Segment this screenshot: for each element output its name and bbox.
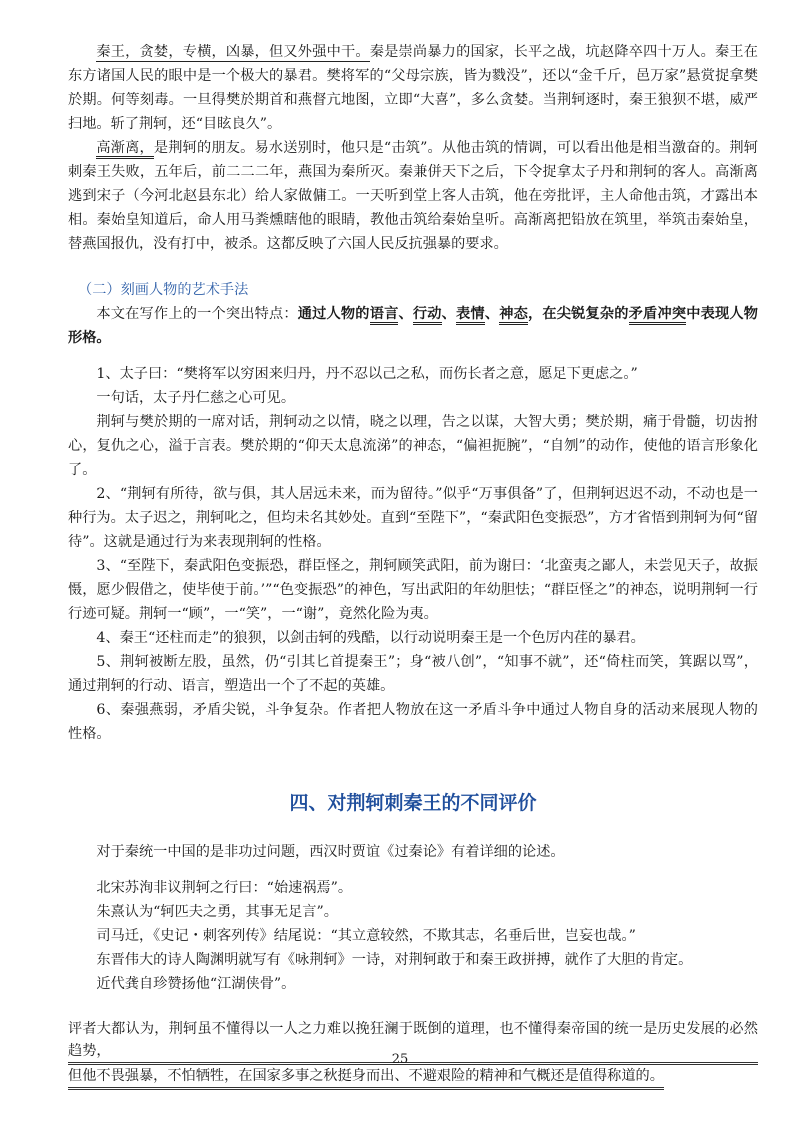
list-item: 4、秦王“还柱而走”的狼狈，以剑击轲的残酷，以行动说明秦王是一个色厉内荏的暴君。 (96, 630, 645, 646)
opinion-line: 近代龚自珍赞扬他“江湖侠骨”。 (96, 976, 296, 992)
conclusion-line-1: 评者大都认为，荆轲虽不懂得以一人之力难以挽狂澜于既倒的道理，也不懂得秦帝国的统一是历史发展的必然趋势， (68, 1018, 758, 1065)
page-content (68, 40, 758, 1090)
list-item: 3、“至陛下，秦武阳色变振恐，群臣怪之，荆轲顾笑武阳，前为谢曰：‘北蛮夷之鄙人，未尝见天子，故振慑，愿少假借之，使毕使于前。’”“色变振恐”的神色，写出武阳的年幼胆怯；“群臣怪之”的神态，说明荆轲一行行迹可疑。荆轲一“顾”，一“笑”，一“谢”，竟然化险为夷。 (68, 558, 758, 622)
paragraph-gao-jianli (68, 136, 758, 256)
intro-paragraph: 对于秦统一中国的是非功过问题，西汉时贾谊《过秦论》有着详细的论述。 (96, 844, 565, 860)
feature-word-expression: 表情 (456, 306, 485, 325)
qin-king-lead: 秦王，贪婪，专横，凶暴，但又外强中干。 (96, 44, 370, 60)
feature-word-manner: 神态 (499, 306, 528, 325)
opinion-line: 朱熹认为“轲匹夫之勇，其事无足言”。 (96, 904, 338, 920)
conclusion-line-2: 但他不畏强暴，不怕牺牲，在国家多事之秋挺身而出、不避艰险的精神和气概还是值得称道的。 (68, 1065, 664, 1090)
feature-prefix: 本文在写作上的一个突出特点： (96, 306, 298, 322)
gao-jianli-lead: 高渐离， (96, 140, 154, 159)
feature-word-language: 语言 (370, 306, 399, 325)
opinion-line: 北宋苏洵非议荆轲之行曰：“始速祸焉”。 (96, 880, 353, 896)
paragraph-qin-king (68, 40, 758, 136)
list-item: 2、“荆轲有所待，欲与俱，其人居远未来，而为留待。”似乎“万事俱备”了，但荆轲迟迟不动，不动也是一种行为。太子迟之，荆轲叱之，但均未名其妙处。直到“至陛下”，“秦武阳色变振恐”，方才省悟到荆轲为何“留待”。这就是通过行为来表现荆轲的性格。 (68, 486, 758, 550)
feature-bold-2: ，在尖锐复杂的 (527, 306, 629, 322)
feature-word-conflict: 矛盾冲突 (629, 306, 687, 325)
feature-bold-1: 通过人物的 (297, 306, 370, 322)
paragraph-feature (68, 302, 758, 350)
list-item: 6、秦强燕弱，矛盾尖锐，斗争复杂。作者把人物放在这一矛盾斗争中通过人物自身的活动来展现人物的性格。 (68, 702, 758, 742)
feature-sep-1: 、 (398, 306, 413, 322)
feature-sep-2: 、 (441, 306, 457, 322)
list-item: 一句话，太子丹仁慈之心可见。 (96, 390, 296, 406)
feature-word-action: 行动 (413, 306, 442, 325)
qin-king-text: 秦是崇尚暴力的国家，长平之战，坑赵降卒四十万人。秦王在东方诸国人民的眼中是一个极大的暴君。樊将军的“父母宗族，皆为戮没”，还以“金千斤，邑万家”悬赏捉拿樊於期。何等刻毒。一旦得樊於期首和燕督亢地图，立即“大喜”，多么贪婪。当荆轲逐时，秦王狼狈不堪，威严扫地。斩了荆轲，还“目眩良久”。 (68, 44, 758, 132)
opinion-line: 司马迁，《史记・刺客列传》结尾说：“其立意较然，不欺其志，名垂后世，岂妄也哉。” (96, 928, 636, 944)
list-item: 1、太子曰：“樊将军以穷困来归丹，丹不忍以己之私，而伤长者之意，愿足下更虑之。” (96, 366, 638, 382)
gao-jianli-text: 是荆轲的朋友。易水送别时，他只是“击筑”。从他击筑的情调，可以看出他是相当激奋的。荆轲刺秦王失败，五年后，前二二二年，燕国为秦所灭。秦兼併天下之后，下令捉拿太子丹和荆轲的客人。高渐离逃到宋子（今河北赵县东北）给人家做傭工。一天听到堂上客人击筑，他在旁批评，主人命他击筑，才露出本相。秦始皇知道后，命人用马粪燻瞎他的眼睛，教他击筑给秦始皇听。高渐离把铅放在筑里，举筑击秦始皇，替燕国报仇，没有打中，被杀。这都反映了六国人民反抗强暴的要求。 (68, 140, 758, 252)
subheading-art-methods: （二）刻画人物的艺术手法 (78, 282, 249, 298)
opinion-line: 东晋伟大的诗人陶渊明就写有《咏荆轲》一诗，对荆轲敢于和秦王政拼搏，就作了大胆的肯定。 (96, 952, 693, 968)
list-item: 荆轲与樊於期的一席对话，荆轲动之以情，晓之以理，告之以谋，大智大勇；樊於期，痛于骨髓，切齿拊心，复仇之心，溢于言表。樊於期的“仰天太息流涕”的神态，“偏袒扼腕”，“自刎”的动作，使他的语言形象化了。 (68, 414, 758, 478)
feature-sep-3: 、 (484, 306, 500, 322)
section-title: 四、对荆轲刺秦王的不同评价 (289, 792, 537, 814)
page-number: 25 (391, 1052, 409, 1067)
feature-bold-3: 中表现人物形格。 (68, 306, 758, 346)
list-item: 5、荆轲被断左股，虽然，仍“引其匕首提秦王”；身“被八创”，“知事不就”，还“倚柱而笑，箕踞以骂”，通过荆轲的行动、语言，塑造出一个了不起的英雄。 (68, 654, 758, 694)
